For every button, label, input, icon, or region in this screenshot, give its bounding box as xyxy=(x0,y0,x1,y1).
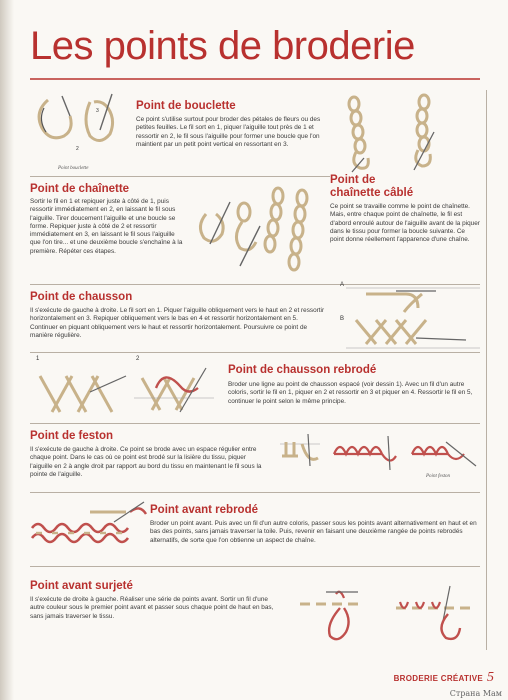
divider-3 xyxy=(30,352,480,353)
chainette-title: Point de chaînette xyxy=(30,183,130,195)
avant-rebrode-text: Broder un point avant. Puis avec un fil d'un autre coloris, passer sous les points avant alternativement en haut et en bas des points, sans jamais traverser la toile. Puis, revenir en faisant une deuxième rangée de points rebrodés alternatifs, de sorte que l'on obtienne un aspect de chaîne. xyxy=(150,520,477,544)
chainette-illustration xyxy=(186,186,316,278)
chausson-rebrode-text: Broder une ligne au point de chausson espacé (voir dessin 1). Avec un fil d'un autre coloris, sortir le fil en 1, piquer en 2 et ressortir en 3 et piquer en 4. Ressortir le fil en 5, continuer le point selon le même principe. xyxy=(228,381,473,405)
avant-rebrode-title: Point avant rebrodé xyxy=(150,504,258,516)
page-gutter xyxy=(0,0,14,700)
chausson-text: Il s'exécute de gauche à droite. Le fil sort en 1. Piquer l'aiguille obliquement vers le haut en 2 et ressortir horizontalement en 3. Repiquer obliquement vers le bas en 4 et ressortir horizontalement en 5. Continuer en piquant obliquement vers le haut et ressortir horizontalement. Poursuivre ce point de manière régulière. xyxy=(30,307,325,339)
chainette-cable-text: Ce point se travaille comme le point de chaînette. Mais, entre chaque point de chaînette, le fil est d'abord enroulé autour de l'aiguille avant de la piquer dans le tissu pour former la boucle suivante. Ce point donne réellement l'apparence d'une chaîne. xyxy=(330,203,480,244)
watermark-logo: Страна Мам xyxy=(449,689,502,698)
divider-5 xyxy=(30,492,480,493)
svg-text:2: 2 xyxy=(76,146,79,152)
bouclette-text: Ce point s'utilise surtout pour broder des pétales de fleurs ou des petites feuilles. Le fil sort en 1, piquer l'aiguille tout près de 1 et ressortir en 2, le fil sous l'aiguille pour former une boucle que l'on maintient par un petit point vertical en ressortant en 3. xyxy=(136,116,321,148)
chausson-rebrode-label-2: 2 xyxy=(136,356,140,362)
page-footer xyxy=(394,668,494,686)
right-margin-rule xyxy=(486,90,487,650)
avant-rebrode-illustration xyxy=(28,500,148,558)
chainette-cable-illustration xyxy=(338,92,448,174)
feston-caption: Point feston xyxy=(426,474,451,479)
footer-page-number: 5 xyxy=(487,670,494,685)
avant-surjete-text: Il s'exécute de droite à gauche. Réaliser une série de points avant. Sortir un fil d'une autre couleur sous le premier point avant et passer sous chaque point de haut en bas, sans jamais traverser le tissu. xyxy=(30,596,274,620)
feston-text: Il s'exécute de gauche à droite. Ce point se brode avec un espace régulier entre chaque point. Dans le cas où ce point est brodé sur la lisière du tissu, piquer l'aiguille en 2 à angle droit par rapport au bord du tissu en maintenant le fil sous la pointe de l'aiguille. xyxy=(30,446,262,478)
page-title: Les points de broderie xyxy=(30,24,415,68)
chainette-text: Sortir le fil en 1 et repiquer juste à côté de 1, puis ressortir immédiatement en 2, en laissant le fil sous l'aiguille. Tirer doucement l'aiguille et une boucle se forme. Repiquer juste à côté de 2 et ressortir immédiatement en 3, en laissant le fil sous l'aiguille que l'on tire... et une deuxième boucle s'enchaîne à la première. Répéter ces étapes. xyxy=(30,198,183,255)
chausson-diagram xyxy=(346,278,480,356)
chausson-label-a: A xyxy=(340,282,345,288)
feston-illustration xyxy=(280,430,476,476)
chausson-rebrode-label-1: 1 xyxy=(36,356,40,362)
bouclette-illustration xyxy=(30,90,130,165)
chainette-cable-title-line1: Point de xyxy=(330,174,376,186)
feston-title: Point de feston xyxy=(30,430,114,442)
chainette-cable-title-line2: chaînette câblé xyxy=(330,187,414,199)
chausson-title: Point de chausson xyxy=(30,291,133,303)
title-underline xyxy=(30,78,480,80)
divider-1 xyxy=(30,176,330,177)
bouclette-title: Point de bouclette xyxy=(136,100,236,112)
chausson-label-b: B xyxy=(340,316,345,322)
divider-4 xyxy=(30,423,480,424)
footer-magazine-name: BRODERIE CRÉATIVE xyxy=(393,674,483,683)
divider-6 xyxy=(30,566,480,567)
avant-surjete-title: Point avant surjeté xyxy=(30,580,133,592)
avant-surjete-illustration xyxy=(296,578,480,646)
svg-text:3: 3 xyxy=(96,108,99,114)
chausson-rebrode-title: Point de chausson rebrodé xyxy=(228,364,377,376)
bouclette-caption: Point bouclette xyxy=(58,166,89,171)
chausson-rebrode-diagram xyxy=(30,362,220,426)
